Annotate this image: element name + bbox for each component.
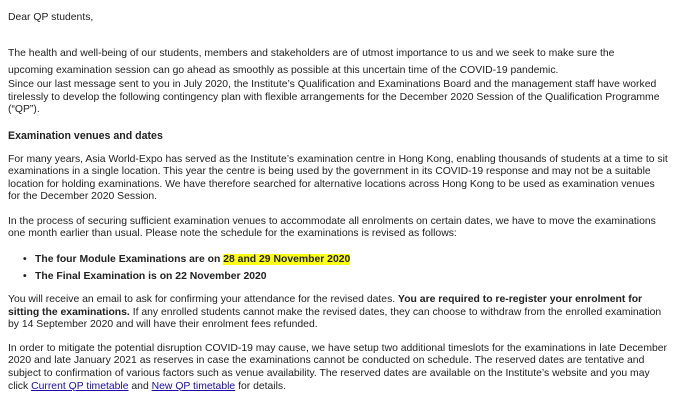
confirm-text-2: If any enrolled students cannot make the revised dates, they can choose to withdraw from the enrolled examination by 14 September 2020 and will have their enrolment fees refunded. (8, 306, 662, 331)
venue-paragraph: For many years, Asia World-Expo has served as the Institute’s examination centre in Hong Kong, enabling thousands of students at a time to sit examinations in a single location. This year the centre is being used by the government in its COVID-19 response and may not be a suitable location for holding examinations. We have therefore searched for alternative locations across Hong Kong to be used as examination venues for the December 2020 Session. (8, 153, 668, 203)
confirm-paragraph (8, 294, 668, 332)
greeting: Dear QP students, (8, 12, 94, 23)
highlighted-dates: 28 and 29 November 2020 (223, 254, 351, 266)
reserve-text-mid: and (128, 380, 152, 392)
intro-paragraph (8, 45, 668, 79)
reserve-text-end: for details. (235, 380, 287, 392)
current-qp-timetable-link[interactable]: Current QP timetable (31, 380, 129, 392)
confirm-text-1: You will receive an email to ask for confirming your attendance for the revised dates. (8, 294, 399, 306)
email-body (8, 0, 668, 393)
schedule-item-final-text: The Final Examination is on 22 November 2020 (35, 271, 267, 283)
new-qp-timetable-link[interactable]: New QP timetable (151, 380, 236, 392)
schedule-list (8, 253, 668, 283)
schedule-item-module (23, 253, 668, 266)
intro-line-2: upcoming examination session can go ahead as smoothly as possible at this uncertain time of the COVID-19 pandemic. (8, 65, 559, 76)
intro-line-1: The health and well-being of our students, members and stakeholders are of utmost importance to us and we seek to make sure the (8, 48, 615, 59)
bullet-icon: • (23, 271, 27, 283)
schedule-item-module-text: The four Module Examinations are on (35, 254, 224, 266)
confirm-bold-text: You are required to re-register your enrolment for sitting the examinations. (8, 294, 643, 318)
section-heading: Examination venues and dates (8, 129, 163, 142)
bullet-icon: • (23, 254, 27, 266)
intro-paragraph-2: Since our last message sent to you in July 2020, the Institute’s Qualification and Examinations Board and the management staff have worked tirelessly to develop the following contingency plan with flexible arrangements for the December 2020 Session of the Qualification Programme (“QP”). (8, 79, 660, 115)
schedule-item-final (23, 270, 668, 283)
schedule-intro: In the process of securing sufficient examination venues to accommodate all enrolments on certain dates, we have to move the examinations one month earlier than usual. Please note the schedule for the examinations is revised as follows: (8, 215, 656, 240)
reserve-paragraph (8, 343, 668, 393)
reserve-text-1: In order to mitigate the potential disruption COVID-19 may cause, we have setup two additional timeslots for the examinations in late December 2020 and late January 2021 as reserves in case the examinations cannot be conducted on schedule. The reserved dates are tentative and subject to confirmation of various factors such as venue availability. The reserved dates are available on the Institute’s website and you may click (8, 342, 667, 392)
